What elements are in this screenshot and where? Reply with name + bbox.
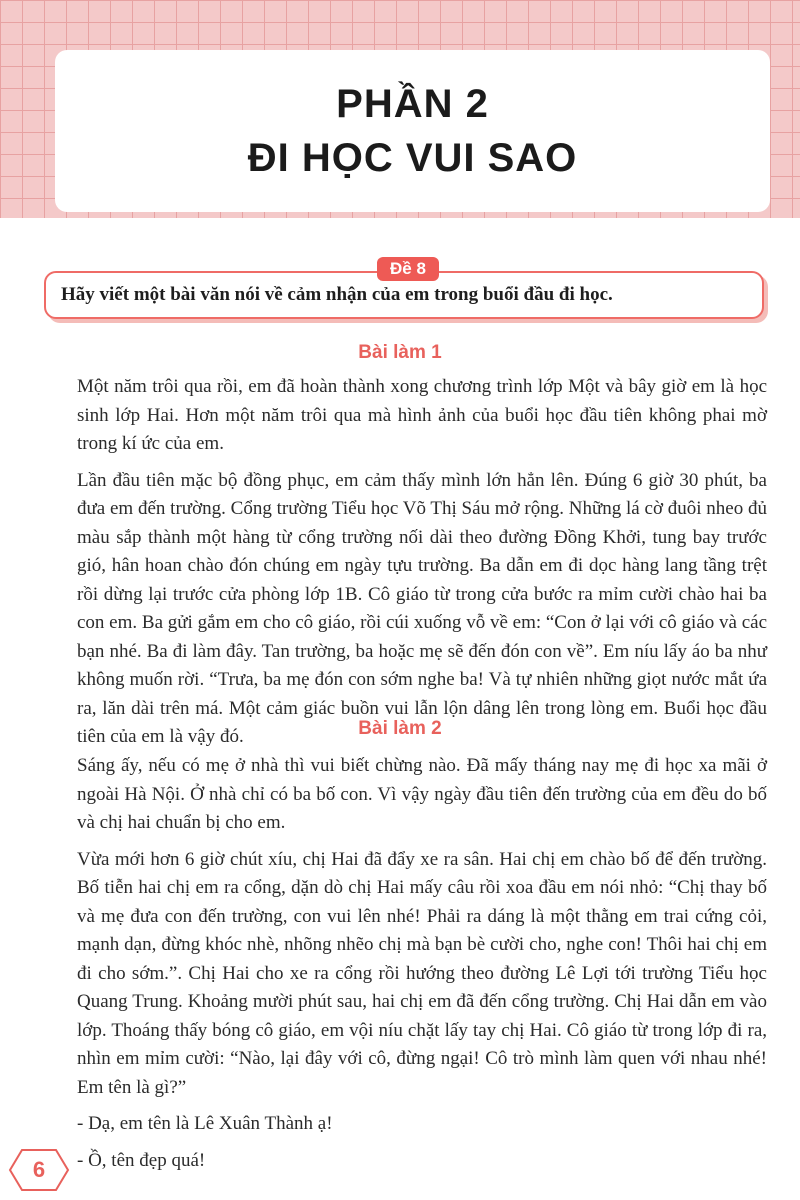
- essay1-heading: Bài làm 1: [358, 342, 442, 363]
- essay1-paragraph-1: [77, 373, 767, 459]
- essay1-body: [77, 373, 767, 752]
- essay2-body: [77, 752, 767, 1175]
- part-title: ĐI HỌC VUI SAO: [247, 136, 578, 180]
- essay2-paragraph-1: Sáng ấy, nếu có mẹ ở nhà thì vui biết chừng nào. Đã mấy tháng nay mẹ đi học xa mãi ở ngoài Hà Nội. Ở nhà chỉ có ba bố con. Vì vậy ngày đầu tiên đến trường của em đều do bố và chị hai chuẩn bị cho em.: [77, 755, 767, 833]
- essay1-paragraph-2: Lần đầu tiên mặc bộ đồng phục, em cảm thấy mình lớn hẳn lên. Đúng 6 giờ 30 phút, ba đưa em đến trường. Cổng trường Tiểu học Võ Thị Sáu mở rộng. Những lá cờ đuôi nheo đủ màu sắp thành một hàng từ cổng trường nối dài theo đường Đồng Khởi, tung bay trước gió, hân hoan chào đón chúng em ngày tựu trường. Ba dẫn em đi dọc hàng lang tầng trệt rồi dừng lại trước cửa phòng lớp 1B. Cô giáo từ trong cửa bước ra mỉm cười chào hai ba con em. Ba gửi gắm em cho cô giáo, rồi cúi xuống vỗ về em: “Con ở lại với cô giáo và các bạn nhé. Ba đi làm đây. Tan trường, ba hoặc mẹ sẽ đến đón con về”. Em níu lấy áo ba như không muốn rời. “Trưa, ba mẹ đón con sớm nghe ba! Và tự nhiên những giọt nước mắt ứa ra, lăn dài trên má. Một cảm giác buồn vui lẫn lộn dâng lên trong lòng em. Buổi học đầu tiên của em là vậy đó.: [77, 469, 767, 747]
- essay2-paragraph-4: - Ồ, tên đẹp quá!: [77, 1149, 206, 1171]
- part-label: PHẦN 2: [336, 82, 489, 126]
- essay2-paragraph-2: Vừa mới hơn 6 giờ chút xíu, chị Hai đã đẩy xe ra sân. Hai chị em chào bố để đến trường. Bố tiễn hai chị em ra cổng, dặn dò chị Hai mấy câu rồi xoa đầu em nói nhỏ: “Chị thay bố và mẹ đưa con đến trường, con vui lên nhé! Phải ra dáng là một thằng em trai cứng cỏi, mạnh dạn, đừng khóc nhè, nhõng nhẽo chị mà bạn bè cười cho, nghe con! Thôi hai chị em đi cho sớm.”. Chị Hai cho xe ra cổng rồi hướng theo đường Lê Lợi tới trường Tiểu học Quang Trung. Khoảng mười phút sau, hai chị em đã đến cổng trường. Chị Hai dẫn em vào lớp. Thoáng thấy bóng cô giáo, em vội níu chặt lấy tay chị Hai. Cô giáo từ trong lớp đi ra, nhìn em mỉm cười: “Nào, lại đây với cô, đừng ngại! Cô trò mình làm quen với nhau nhé! Em tên là gì?”: [77, 848, 767, 1098]
- essay2-paragraph-3: - Dạ, em tên là Lê Xuân Thành ạ!: [77, 1113, 333, 1134]
- title-box: [55, 50, 770, 212]
- page-number: 6: [32, 1157, 46, 1182]
- exercise-prompt: Hãy viết một bài văn nói về cảm nhận của em trong buổi đầu đi học.: [61, 284, 613, 305]
- header-banner: [0, 0, 800, 218]
- essay2-heading: Bài làm 2: [358, 718, 442, 739]
- essay1-paragraph-1-text: Một năm trôi qua rồi, em đã hoàn thành xong chương trình lớp Một và bây giờ em là học sinh lớp Hai. Hơn một năm trôi qua mà hình ảnh của buổi học đầu tiên không phai mờ trong kí ức của em.: [77, 376, 767, 454]
- exercise-tag: Đề 8: [377, 257, 439, 281]
